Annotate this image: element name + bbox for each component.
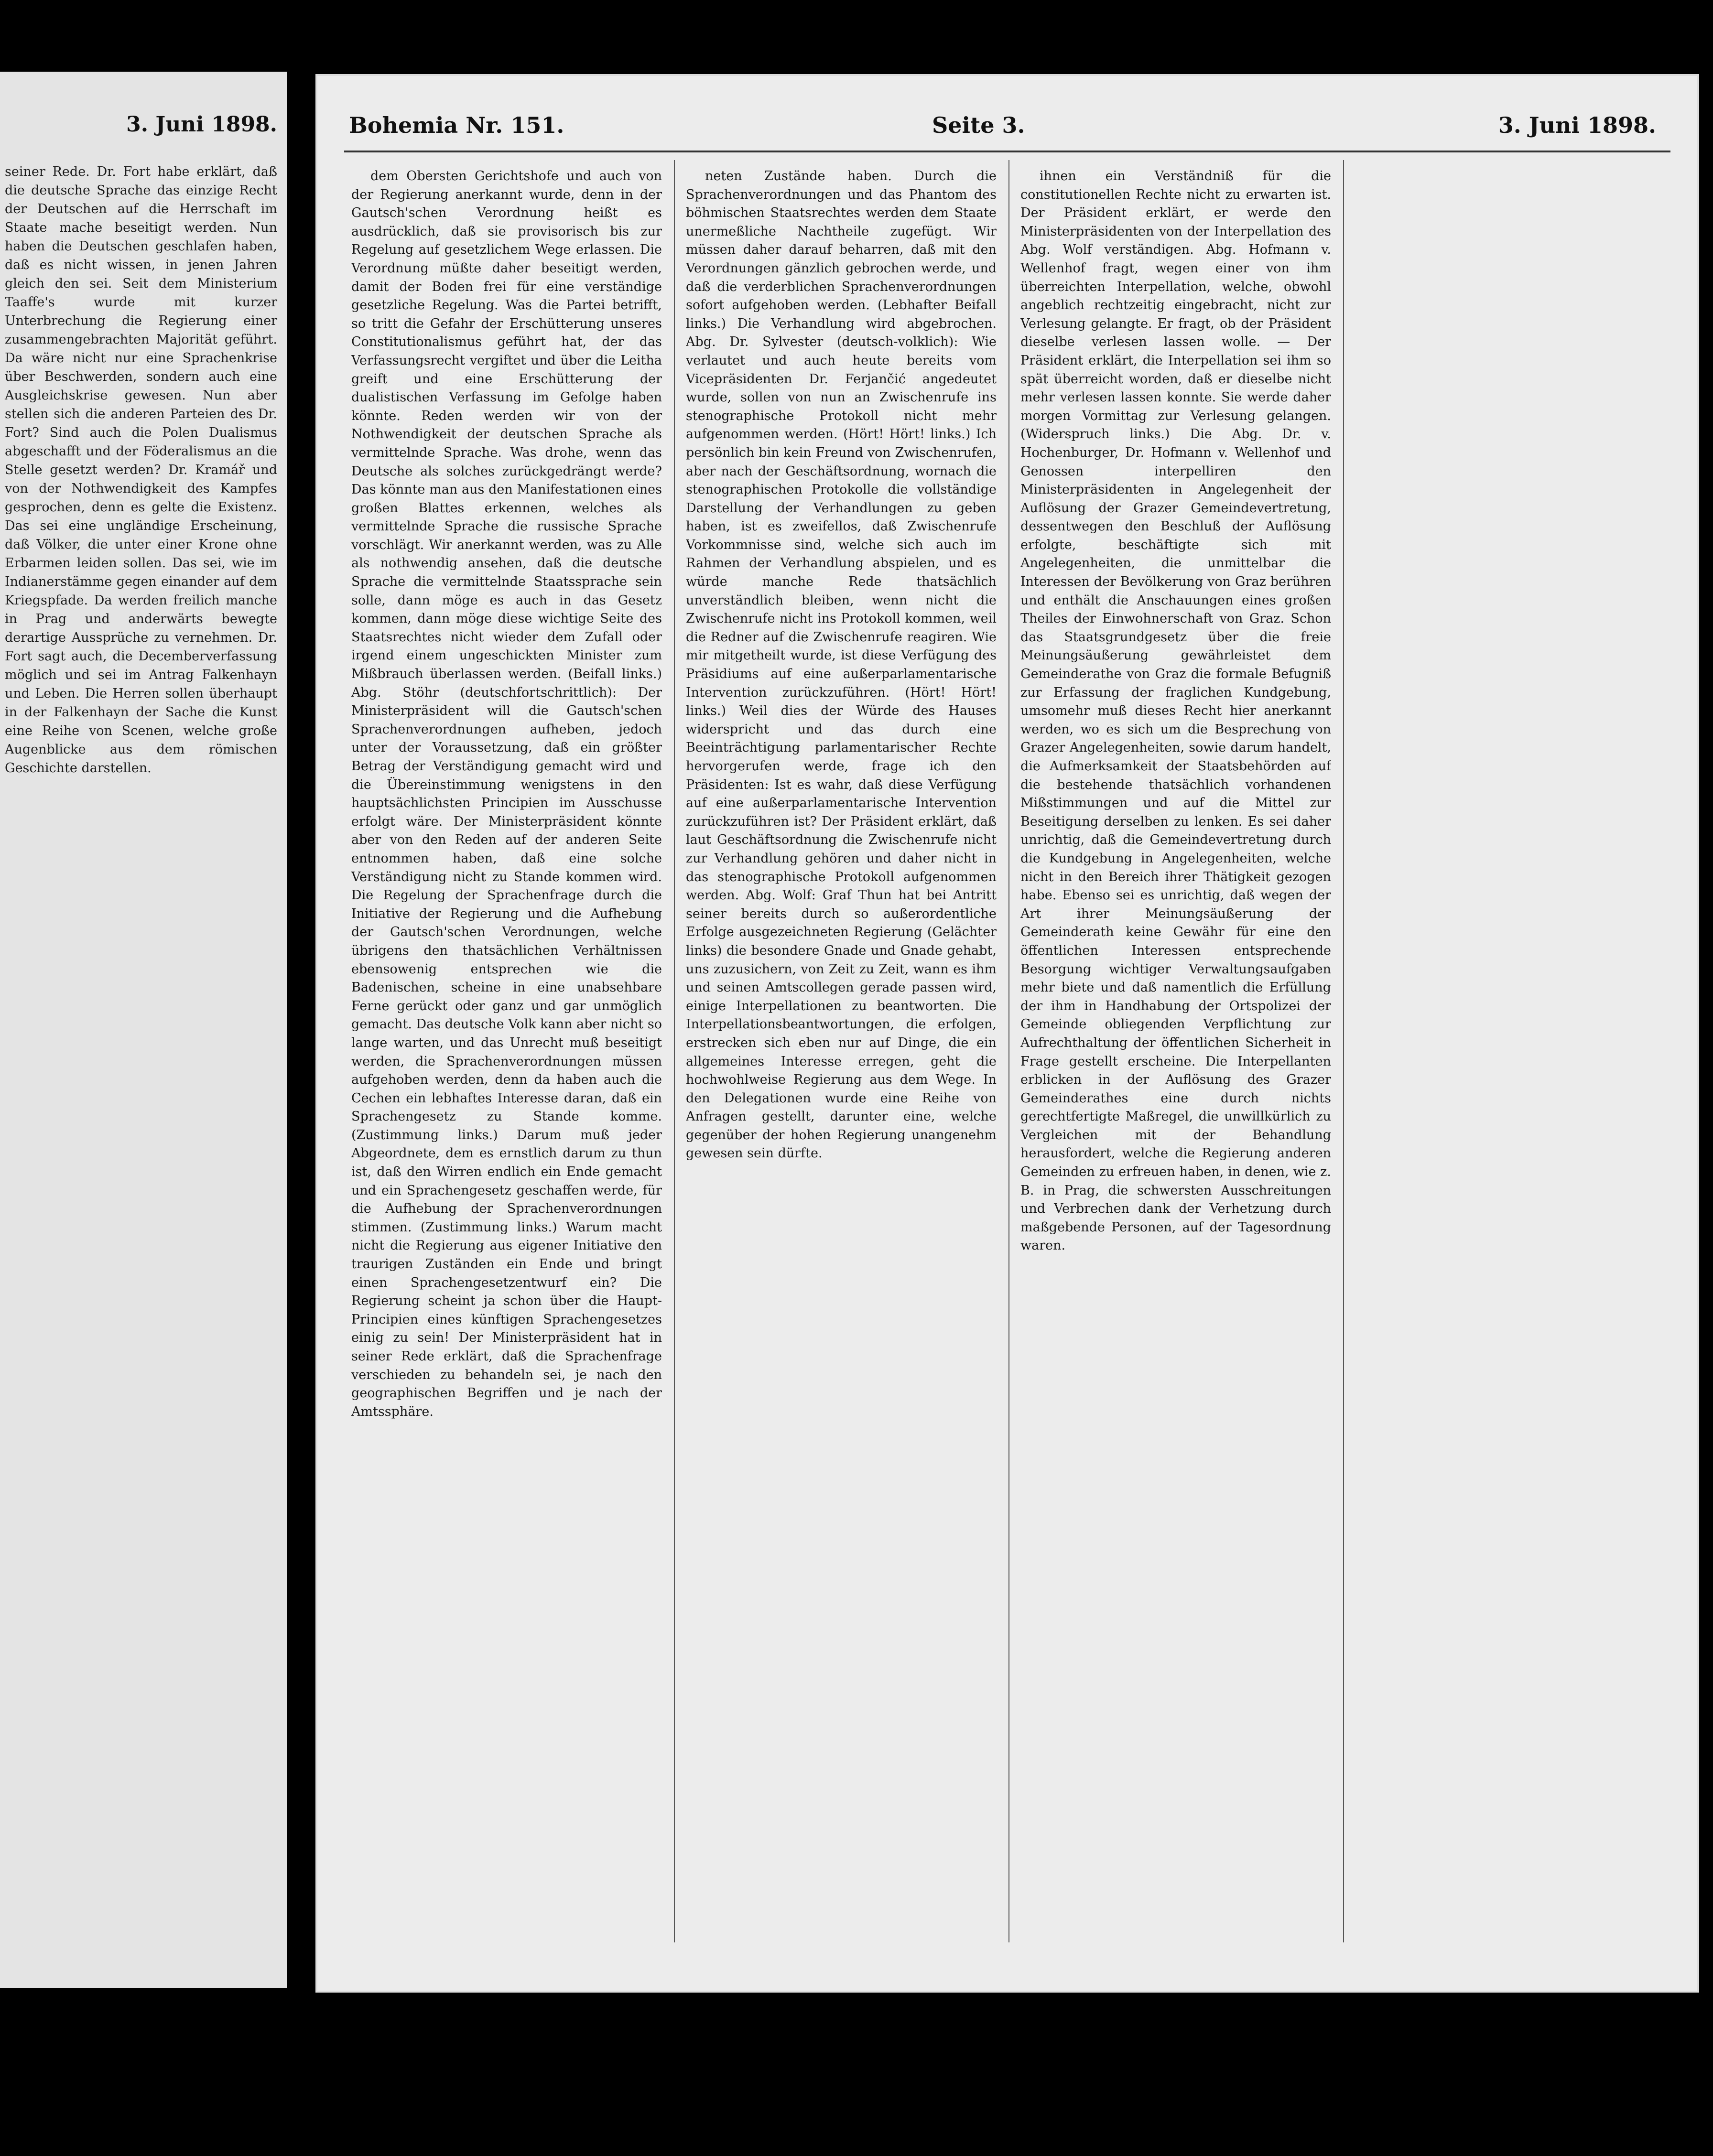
newspaper-page: [315, 74, 1699, 1993]
page-number: Seite 3.: [932, 112, 1025, 138]
masthead-title: Bohemia Nr. 151.: [349, 112, 564, 138]
column-divider-1: [674, 160, 675, 1942]
column-1-text: dem Obersten Gerichtshofe und auch von der Regierung anerkannt wurde, denn in der Gautsch'schen Verordnung heißt es ausdrücklich, daß sie provisorisch bis zur Regelung auf gesetzlichem Wege erlassen. Die Verordnung müßte daher beseitigt werden, damit der Boden frei für eine verständige gesetzliche Regelung. Was die Partei betrifft, so tritt die Gefahr der Erschütterung unseres Constitutionalismus geführt hat, der das Verfassungsrecht vergiftet und über die Leitha greift und eine Erschütterung der dualistischen Verfassung im Gefolge haben könnte. Reden werden wir von der Nothwendigkeit der deutschen Sprache als vermittelnde Sprache. Was drohe, wenn das Deutsche als solches zurückgedrängt werde? Das könnte man aus den Manifestationen eines großen Blattes erkennen, welches als vermittelnde Sprache die russische Sprache vorschlägt. Wir anerkannt werden, was zu Alle als nothwendig ansehen, daß die deutsche Sprache die vermittelnde Staatssprache sein solle, dann möge es auch in das Gesetz kommen, dann möge diese wichtige Seite des Staatsrechtes nicht wieder dem Zufall oder irgend einem ungeschickten Minister zum Mißbrauch überlassen werden. (Beifall links.) Abg. Stöhr (deutschfortschrittlich): Der Ministerpräsident will die Gautsch'schen Sprachenverordnungen aufheben, jedoch unter der Voraussetzung, daß ein größter Betrag der Verständigung gemacht wird und die Übereinstimmung wenigstens in den hauptsächlichsten Principien im Ausschusse erfolgt wäre. Der Ministerpräsident könnte aber von den Reden auf der anderen Seite entnommen haben, daß eine solche Verständigung nicht zu Stande kommen wird. Die Regelung der Sprachenfrage durch die Initiative der Regierung und die Aufhebung der Gautsch'schen Verordnungen, welche übrigens den thatsächlichen Verhältnissen ebensowenig entsprechen wie die Badenischen, scheine in eine unabsehbare Ferne gerückt oder ganz und gar unmöglich gemacht. Das deutsche Volk kann aber nicht so lange warten, und das Unrecht muß beseitigt werden, die Sprachenverordnungen müssen aufgehoben werden, denn da haben auch die Cechen ein lebhaftes Interesse daran, daß ein Sprachengesetz zu Stande komme. (Zustimmung links.) Darum muß jeder Abgeordnete, dem es ernstlich darum zu thun ist, daß den Wirren endlich ein Ende gemacht und ein Sprachengesetz geschaffen werde, für die Aufhebung der Sprachenverordnungen stimmen. (Zustimmung links.) Warum macht nicht die Regierung aus eigener Initiative den traurigen Zuständen ein Ende und bringt einen Sprachengesetzentwurf ein? Die Regierung scheint ja schon über die Haupt-Principien eines künftigen Sprachengesetzes einig zu sein! Der Ministerpräsident hat in seiner Rede erklärt, daß die Sprachenfrage verschieden zu behandeln sei, je nach den geographischen Begriffen und je nach der Amtssphäre.: [351, 169, 662, 1419]
column-divider-3: [1343, 160, 1344, 1942]
header-rule: [344, 151, 1670, 152]
previous-page-text: seiner Rede. Dr. Fort habe erklärt, daß die deutsche Sprache das einzige Recht der Deutschen auf die Herrschaft im Staate mache beseitigt werden. Nun haben die Deutschen geschlafen haben, daß es nicht wissen, in jenen Jahren gleich den sei. Seit dem Ministerium Taaffe's wurde mit kurzer Unterbrechung die Regierung einer zusammengebrachten Majorität geführt. Da wäre nicht nur eine Sprachenkrise über Beschwerden, sondern auch eine Ausgleichskrise gewesen. Nun aber stellen sich die anderen Parteien des Dr. Fort? Sind auch die Polen Dualismus abgeschafft und der Föderalismus an die Stelle gesetzt werden? Dr. Kramář und von der Nothwendigkeit des Kampfes gesprochen, denn es gelte die Existenz. Das sei eine ungländige Erscheinung, daß Völker, die unter einer Krone ohne Erbarmen leiden sollen. Das sei, wie im Indianerstämme gegen einander auf dem Kriegspfade. Da werden freilich manche in Prag und anderwärts bewegte derartige Aussprüche zu vernehmen. Dr. Fort sagt auch, die Decemberverfassung möglich und sei im Antrag Falkenhayn und Leben. Die Herren sollen überhaupt in der Falkenhayn der Sache die Kunst eine Reihe von Scenen, welche große Augenblicke aus dem römischen Geschichte darstellen.: [5, 164, 277, 776]
column-1: [351, 167, 662, 1935]
column-3: [1020, 167, 1331, 1935]
column-2: [686, 167, 997, 1935]
column-3-text: ihnen ein Verständniß für die constitutionellen Rechte nicht zu erwarten ist. Der Präsident erklärt, er werde den Ministerpräsidenten von der Interpellation des Abg. Wolf verständigen. Abg. Hofmann v. Wellenhof fragt, wegen einer von ihm überreichten Interpellation, welche, obwohl angeblich rechtzeitig eingebracht, nicht zur Verlesung gelangte. Er fragt, ob der Präsident dieselbe verlesen lassen wolle. — Der Präsident erklärt, die Interpellation sei ihm so spät überreicht worden, daß er dieselbe nicht mehr verlesen lassen konnte. Sie werde daher morgen Vormittag zur Verlesung gelangen. (Widerspruch links.) Die Abg. Dr. v. Hochenburger, Dr. Hofmann v. Wellenhof und Genossen interpelliren den Ministerpräsidenten in Angelegenheit der Auflösung der Grazer Gemeindevertretung, dessentwegen den Beschluß der Auflösung erfolgte, beschäftigte sich mit Angelegenheiten, die unmittelbar die Interessen der Bevölkerung von Graz berühren und enthält die Anschauungen eines großen Theiles der Einwohnerschaft von Graz. Schon das Staatsgrundgesetz über die freie Meinungsäußerung gewährleistet dem Gemeinderathe von Graz die formale Befugniß zur Erfassung der fraglichen Kundgebung, umsomehr muß dieses Recht hier anerkannt werden, wo es sich um die Besprechung von Grazer Angelegenheiten, sowie darum handelt, die Aufmerksamkeit der Staatsbehörden auf die bestehende thatsächlich vorhandenen Mißstimmungen und auf die Mittel zur Beseitigung derselben zu lenken. Es sei daher unrichtig, daß die Gemeindevertretung durch die Kundgebung in Angelegenheiten, welche nicht in den Bereich ihrer Thätigkeit gezogen habe. Ebenso sei es unrichtig, daß wegen der Art ihrer Meinungsäußerung der Gemeinderath keine Gewähr für eine den öffentlichen Interessen entsprechende Besorgung wichtiger Verwaltungsaufgaben mehr biete und daß namentlich die Erfüllung der ihm in Handhabung der Ortspolizei der Gemeinde obliegenden Verpflichtung zur Aufrechthaltung der öffentlichen Sicherheit in Frage gestellt erscheine. Die Interpellanten erblicken in der Auflösung des Grazer Gemeinderathes eine durch nichts gerechtfertigte Maßregel, die unwillkürlich zu Vergleichen mit der Behandlung herausfordert, welche die Regierung anderen Gemeinden zu erfreuen haben, in denen, wie z. B. in Prag, die schwersten Ausschreitungen und Verbrechen dank der Verhetzung durch maßgebende Personen, auf der Tagesordnung waren.: [1020, 169, 1331, 1253]
column-divider-2: [1008, 160, 1009, 1942]
issue-date: 3. Juni 1898.: [1498, 112, 1656, 138]
previous-page-header: 3. Juni 1898.: [126, 112, 277, 137]
previous-page: [0, 72, 287, 1988]
column-2-text: neten Zustände haben. Durch die Sprachenverordnungen und das Phantom des böhmischen Staatsrechtes werden dem Staate unermeßliche Nachtheile zugefügt. Wir müssen daher darauf beharren, daß mit den Verordnungen gänzlich gebrochen werde, und daß die verderblichen Sprachenverordnungen sofort aufgehoben werden. (Lebhafter Beifall links.) Die Verhandlung wird abgebrochen. Abg. Dr. Sylvester (deutsch-volklich): Wie verlautet und auch heute bereits vom Vicepräsidenten Dr. Ferjančić angedeutet wurde, sollen von nun an Zwischenrufe ins stenographische Protokoll nicht mehr aufgenommen werden. (Hört! Hört! links.) Ich persönlich bin kein Freund von Zwischenrufen, aber nach der Geschäftsordnung, wornach die stenographischen Protokolle die vollständige Darstellung der Verhandlungen zu geben haben, ist es zweifellos, daß Zwischenrufe Vorkommnisse sind, welche sich auch im Rahmen der Verhandlung abspielen, und es würde manche Rede thatsächlich unverständlich bleiben, wenn nicht die Zwischenrufe nicht ins Protokoll kommen, weil die Redner auf die Zwischenrufe reagiren. Wie mir mitgetheilt wurde, ist diese Verfügung des Präsidiums auf eine außerparlamentarische Intervention zurückzuführen. (Hört! Hört! links.) Weil dies der Würde des Hauses widerspricht und das durch eine Beeinträchtigung parlamentarischer Rechte hervorgerufen werde, frage ich den Präsidenten: Ist es wahr, daß diese Verfügung auf eine außerparlamentarische Intervention zurückzuführen ist? Der Präsident erklärt, daß laut Geschäftsordnung die Zwischenrufe nicht zur Verhandlung gehören und daher nicht in das stenographische Protokoll aufgenommen werden. Abg. Wolf: Graf Thun hat bei Antritt seiner bereits durch so außerordentliche Erfolge ausgezeichneten Regierung (Gelächter links) die besondere Gnade und Gnade gehabt, uns zuzusichern, von Zeit zu Zeit, wann es ihm und seinen Amtscollegen gerade passen wird, einige Interpellationen zu beantworten. Die Interpellationsbeantwortungen, die erfolgen, erstrecken sich eben nur auf Dinge, die ein allgemeines Interesse erregen, geht die hochwohlweise Regierung aus dem Wege. In den Delegationen wurde eine Reihe von Anfragen gestellt, darunter eine, welche gegenüber der hohen Regierung unangenehm gewesen sein dürfte.: [686, 169, 997, 1161]
